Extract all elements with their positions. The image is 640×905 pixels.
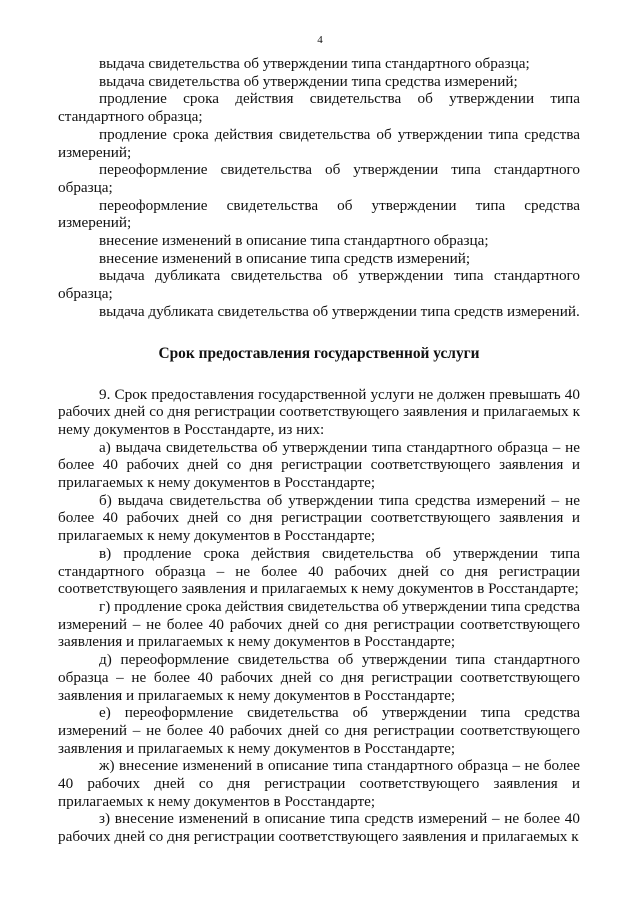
intro-item: внесение изменений в описание типа средств измерений;	[99, 249, 471, 267]
subitem-v: в) продление срока действия свидетельства об утверждении типа стандартного образца – не более 40 рабочих дней со дня регистрации соответствующего заявления и прилагаемых к нему документов в Росстандарте;	[58, 544, 580, 598]
subitem-z: з) внесение изменений в описание типа средств измерений – не более 40 рабочих дней со дня регистрации соответствующего заявления и прилагаемых к	[58, 810, 580, 846]
intro-item: продление срока действия свидетельства об утверждении типа средства измерений;	[58, 125, 580, 161]
subitem-a: а) выдача свидетельства об утверждении типа стандартного образца – не более 40 рабочих дней со дня регистрации соответствующего заявления и прилагаемых к нему документов в Росстандарте;	[58, 438, 580, 492]
subitem-d: д) переоформление свидетельства об утверждении типа стандартного образца – не более 40 рабочих дней со дня регистрации соответствующего заявления и прилагаемых к нему документов в Росстандарте;	[58, 651, 580, 704]
intro-item: продление срока действия свидетельства об утверждении типа стандартного образца;	[58, 90, 580, 126]
subitem-zh: ж) внесение изменений в описание типа стандартного образца – не более 40 рабочих дней со дня регистрации соответствующего заявления и прилагаемых к нему документов в Росстандарте;	[58, 757, 580, 810]
intro-item: выдача свидетельства об утверждении типа средства измерений;	[99, 72, 518, 90]
subitem-g: г) продление срока действия свидетельства об утверждении типа средства измерений – не более 40 рабочих дней со дня регистрации соответствующего заявления и прилагаемых к нему документов в Росстандарте;	[58, 597, 580, 651]
intro-item: выдача дубликата свидетельства об утверждении типа стандартного образца;	[58, 267, 580, 303]
subitem-e: е) переоформление свидетельства об утверждении типа средства измерений – не более 40 рабочих дней со дня регистрации соответствующего заявления и прилагаемых к нему документов в Росстандарте;	[58, 704, 580, 757]
intro-item: выдача дубликата свидетельства об утверждении типа средств измерений.	[99, 302, 580, 320]
intro-item: внесение изменений в описание типа стандартного образца;	[99, 232, 489, 250]
subitem-b: б) выдача свидетельства об утверждении типа средства измерений – не более 40 рабочих дней со дня регистрации соответствующего заявления и прилагаемых к нему документов в Росстандарте;	[58, 491, 580, 545]
intro-item: выдача свидетельства об утверждении типа стандартного образца;	[99, 55, 530, 72]
page-number: 4	[317, 34, 323, 46]
paragraph-9: 9. Срок предоставления государственной услуги не должен превышать 40 рабочих дней со дня регистрации соответствующего заявления и прилагаемых к нему документов в Росстандарте, из них:	[58, 385, 580, 438]
intro-item: переоформление свидетельства об утверждении типа стандартного образца;	[58, 161, 580, 196]
section-title: Срок предоставления государственной услуги	[158, 344, 480, 362]
intro-item: переоформление свидетельства об утверждении типа средства измерений;	[58, 196, 580, 232]
document-body	[58, 55, 580, 846]
